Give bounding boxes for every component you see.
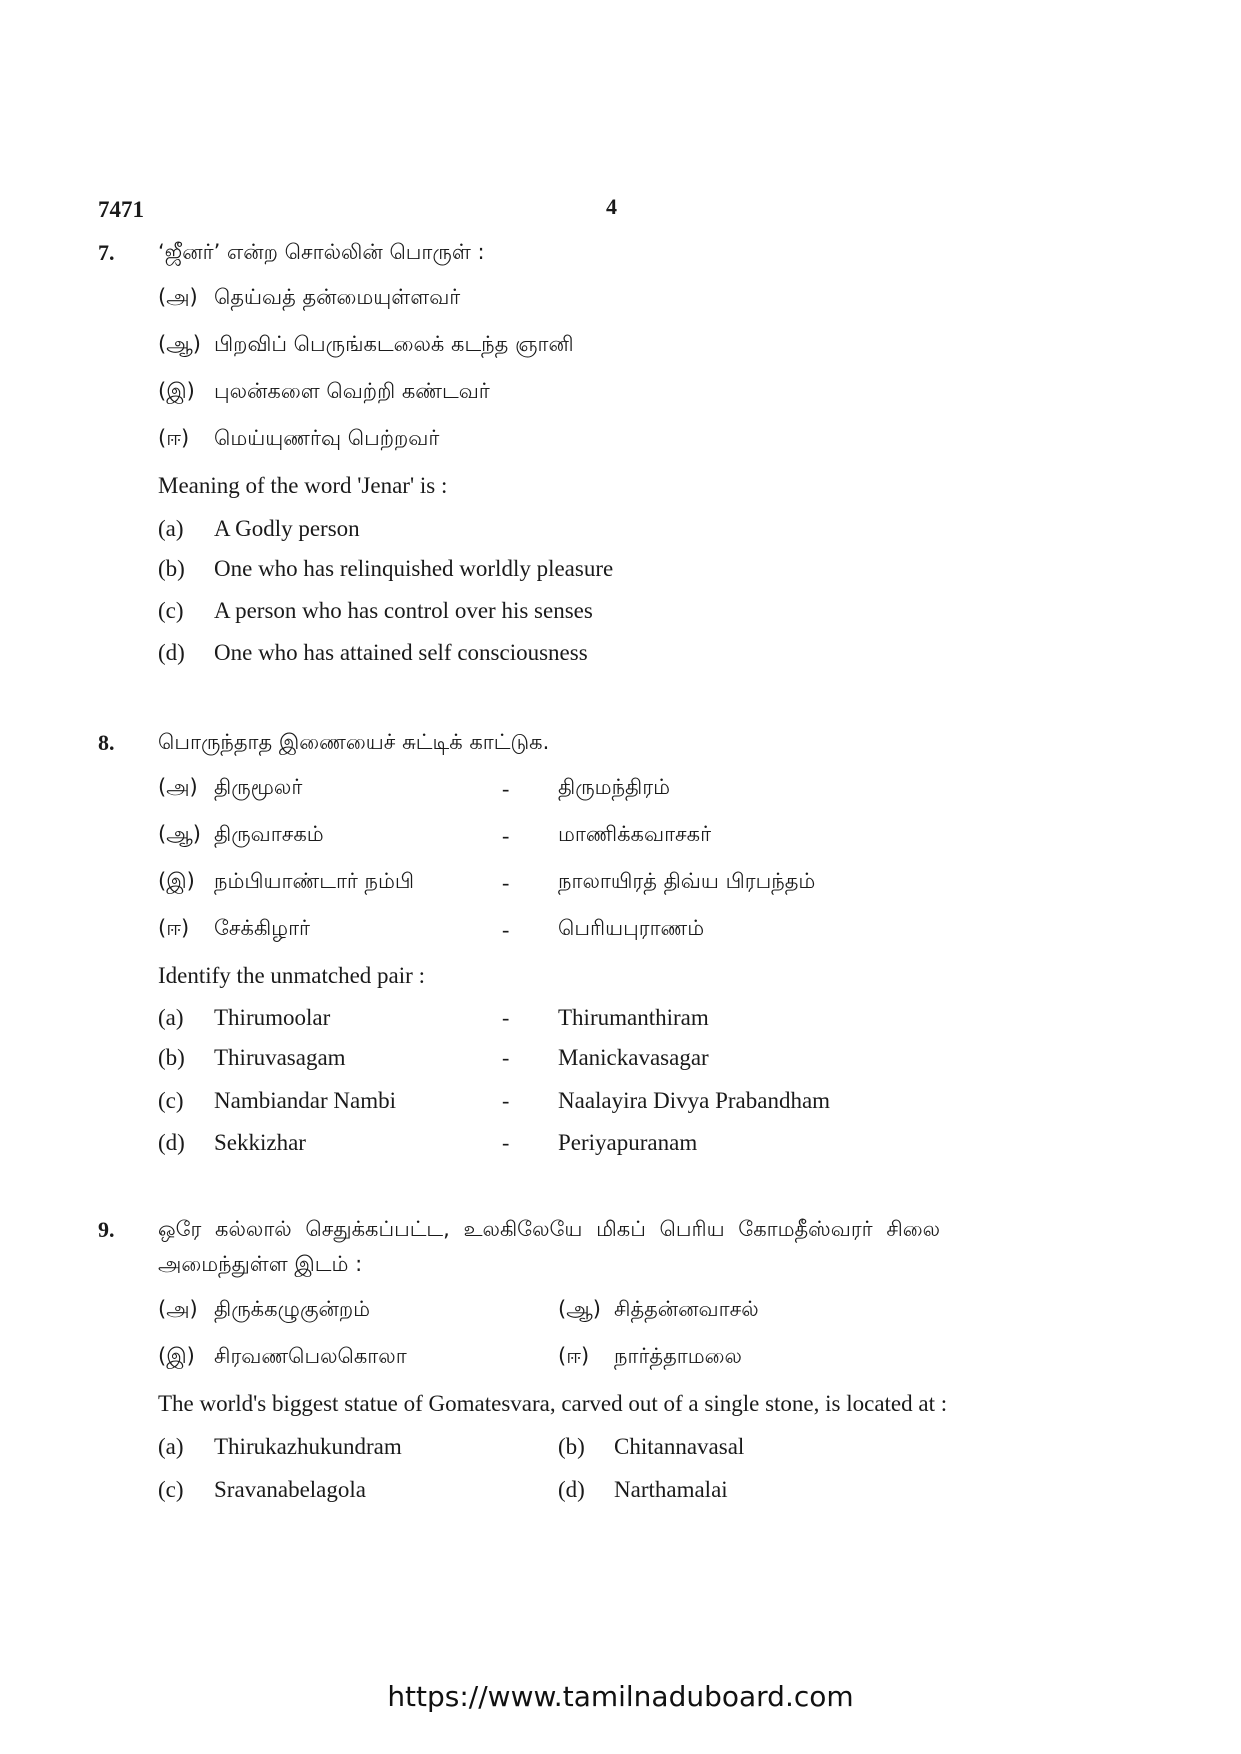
option-text: சிரவணபெலகொலா: [214, 1344, 407, 1368]
option-label: (d): [158, 640, 185, 665]
option-label: (a): [158, 516, 184, 541]
question-text-english: Meaning of the word 'Jenar' is :: [158, 473, 448, 498]
pair-dash: -: [502, 870, 510, 895]
option-label: (ஆ): [558, 1297, 601, 1321]
page-number: 4: [606, 194, 617, 219]
pair-dash: -: [502, 1088, 510, 1113]
option-text: புலன்களை வெற்றி கண்டவர்: [214, 379, 490, 403]
option-left: திருமூலர்: [214, 775, 303, 799]
option-right: Naalayira Divya Prabandham: [558, 1088, 831, 1113]
option-text: மெய்யுணர்வு பெற்றவர்: [214, 426, 440, 450]
paper-code: 7471: [98, 197, 144, 222]
option-label: (இ): [158, 869, 195, 893]
question-text-english: Identify the unmatched pair :: [158, 963, 425, 988]
option-label: (அ): [158, 1297, 198, 1321]
option-text: A person who has control over his senses: [214, 598, 593, 623]
option-left: Thiruvasagam: [214, 1045, 346, 1070]
option-right: Manickavasagar: [558, 1045, 709, 1070]
option-left: சேக்கிழார்: [214, 916, 311, 940]
option-label: (b): [558, 1434, 585, 1459]
pair-dash: -: [502, 1130, 510, 1155]
pair-dash: -: [502, 1045, 510, 1070]
footer-url[interactable]: https://www.tamilnaduboard.com: [387, 1680, 854, 1713]
pair-dash: -: [502, 917, 510, 942]
option-text: Sravanabelagola: [214, 1477, 366, 1502]
option-label: (a): [158, 1434, 184, 1459]
question-text-tamil: ‘ஜீனர்’ என்ற சொல்லின் பொருள் :: [158, 240, 485, 264]
option-label: (d): [558, 1477, 585, 1502]
option-label: (ஈ): [158, 426, 190, 450]
question-text-tamil: பொருந்தாத இணையைச் சுட்டிக் காட்டுக.: [158, 730, 550, 754]
option-left: Sekkizhar: [214, 1130, 306, 1155]
option-left: Nambiandar Nambi: [214, 1088, 397, 1113]
option-left: நம்பியாண்டார் நம்பி: [214, 869, 415, 893]
option-label: (அ): [158, 285, 198, 309]
option-text: திருக்கழுகுன்றம்: [214, 1297, 371, 1321]
option-label: (ஈ): [158, 916, 190, 940]
option-label: (c): [158, 1088, 184, 1113]
option-right: Thirumanthiram: [558, 1005, 709, 1030]
option-label: (a): [158, 1005, 184, 1030]
pair-dash: -: [502, 776, 510, 801]
option-text: One who has attained self consciousness: [214, 640, 588, 665]
option-label: (இ): [158, 379, 195, 403]
option-right: பெரியபுராணம்: [558, 916, 705, 940]
option-label: (d): [158, 1130, 185, 1155]
question-text-tamil-line2: அமைந்துள்ள இடம் :: [158, 1252, 363, 1276]
option-left: Thirumoolar: [214, 1005, 331, 1030]
option-text: A Godly person: [214, 516, 360, 541]
option-label: (b): [158, 1045, 185, 1070]
option-label: (c): [158, 598, 184, 623]
option-label: (ஆ): [158, 822, 201, 846]
option-label: (ஆ): [158, 332, 201, 356]
pair-dash: -: [502, 1005, 510, 1030]
option-label: (b): [158, 556, 185, 581]
option-left: திருவாசகம்: [214, 822, 324, 846]
question-text-english: The world's biggest statue of Gomatesvara, carved out of a single stone, is located at :: [158, 1391, 948, 1416]
option-text: Narthamalai: [614, 1477, 728, 1502]
option-text: நார்த்தாமலை: [614, 1344, 742, 1368]
option-label: (ஈ): [558, 1344, 590, 1368]
option-right: திருமந்திரம்: [558, 775, 670, 799]
question-number: 9.: [98, 1217, 115, 1242]
question-text-tamil-line1: ஒரே கல்லால் செதுக்கப்பட்ட, உலகிலேயே மிகப் பெரிய கோமதீஸ்வரர் சிலை: [158, 1217, 941, 1241]
option-right: மாணிக்கவாசகர்: [558, 822, 712, 846]
pair-dash: -: [502, 823, 510, 848]
option-right: நாலாயிரத் திவ்ய பிரபந்தம்: [558, 869, 816, 893]
question-number: 8.: [98, 730, 115, 755]
option-text: தெய்வத் தன்மையுள்ளவர்: [214, 285, 461, 309]
option-label: (இ): [158, 1344, 195, 1368]
option-text: சித்தன்னவாசல்: [614, 1297, 759, 1321]
option-text: Chitannavasal: [614, 1434, 745, 1459]
option-label: (c): [158, 1477, 184, 1502]
option-text: பிறவிப் பெருங்கடலைக் கடந்த ஞானி: [214, 332, 574, 356]
option-text: One who has relinquished worldly pleasure: [214, 556, 614, 581]
option-text: Thirukazhukundram: [214, 1434, 402, 1459]
option-label: (அ): [158, 775, 198, 799]
option-right: Periyapuranam: [558, 1130, 698, 1155]
question-number: 7.: [98, 240, 115, 265]
